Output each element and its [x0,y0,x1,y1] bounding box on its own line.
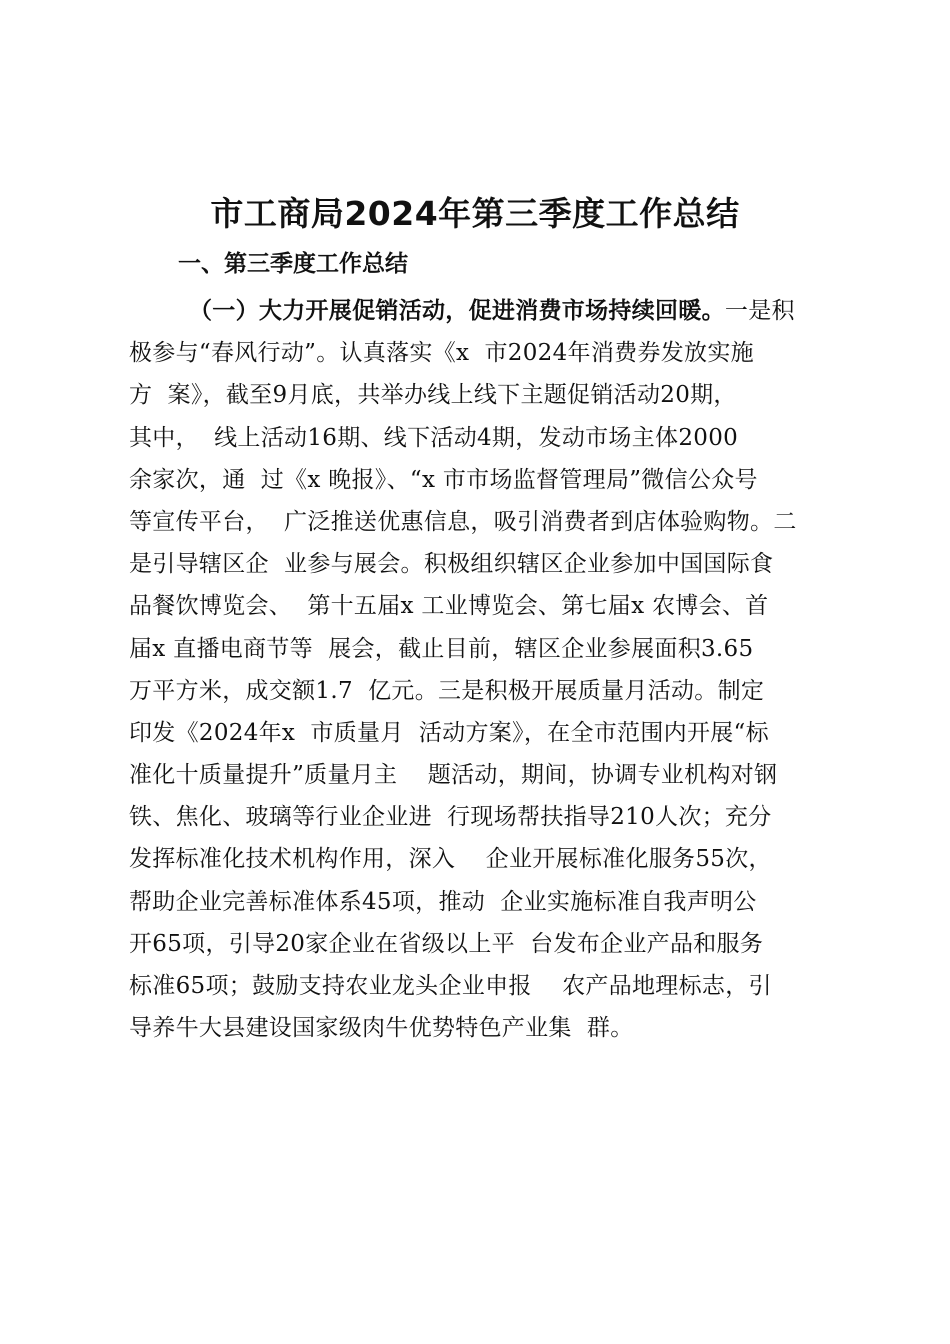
paragraph-line: 届x 直播电商节等 展会，截止目前，辖区企业参展面积3.65 [129,635,754,662]
section-heading: 一、第三季度工作总结 [178,251,408,277]
document-title: 市工商局2024年第三季度工作总结 [210,194,740,233]
paragraph-line: 标准65项；鼓励支持农业龙头企业申报 农产品地理标志，引 [129,973,772,999]
paragraph-line: 品餐饮博览会、 第十五届x 工业博览会、第七届x 农博会、首 [129,593,769,620]
paragraph-line: 发挥标准化技术机构作用，深入 企业开展标准化服务55次， [129,846,772,873]
paragraph-line: 导养牛大县建设国家级肉牛优势特色产业集 群。 [129,1015,634,1042]
paragraph-line: 万平方米，成交额1.7 亿元。三是积极开展质量月活动。制定 [129,677,765,704]
paragraph-line: 开65项，引导20家企业在省级以上平 台发布企业产品和服务 [129,930,764,957]
paragraph-lead: （一）大力开展促销活动，促进消费市场持续回暖。 [189,298,725,324]
paragraph-line-text: 一是积 [724,298,795,324]
paragraph-line [129,290,841,332]
paragraph-line: 帮助企业完善标准体系45项，推动 企业实施标准自我声明公 [129,888,757,915]
paragraph-line: 余家次，通 过《x 晚报》、“x 市市场监督管理局”微信公众号 [129,466,758,493]
paragraph-line: 等宣传平台， 广泛推送优惠信息，吸引消费者到店体验购物。二 [129,508,797,535]
paragraph-line: 方 案》，截至9月底，共举办线上线下主题促销活动20期， [129,382,737,409]
paragraph-line: 其中， 线上活动16期、线下活动4期，发动市场主体2000 [129,424,739,451]
paragraph-line: 极参与“春风行动”。认真落实《x 市2024年消费券发放实施 [129,340,754,367]
paragraph-line: 准化十质量提升”质量月主 题活动，期间，协调专业机构对钢 [129,762,778,789]
paragraph-body [129,290,841,1049]
paragraph-line: 是引导辖区企 业参与展会。积极组织辖区企业参加中国国际食 [129,551,774,578]
paragraph-line: 铁、焦化、玻璃等行业企业进 行现场帮扶指导210人次；充分 [129,804,772,831]
paragraph-line: 印发《2024年x 市质量月 活动方案》，在全市范围内开展“标 [129,719,769,746]
